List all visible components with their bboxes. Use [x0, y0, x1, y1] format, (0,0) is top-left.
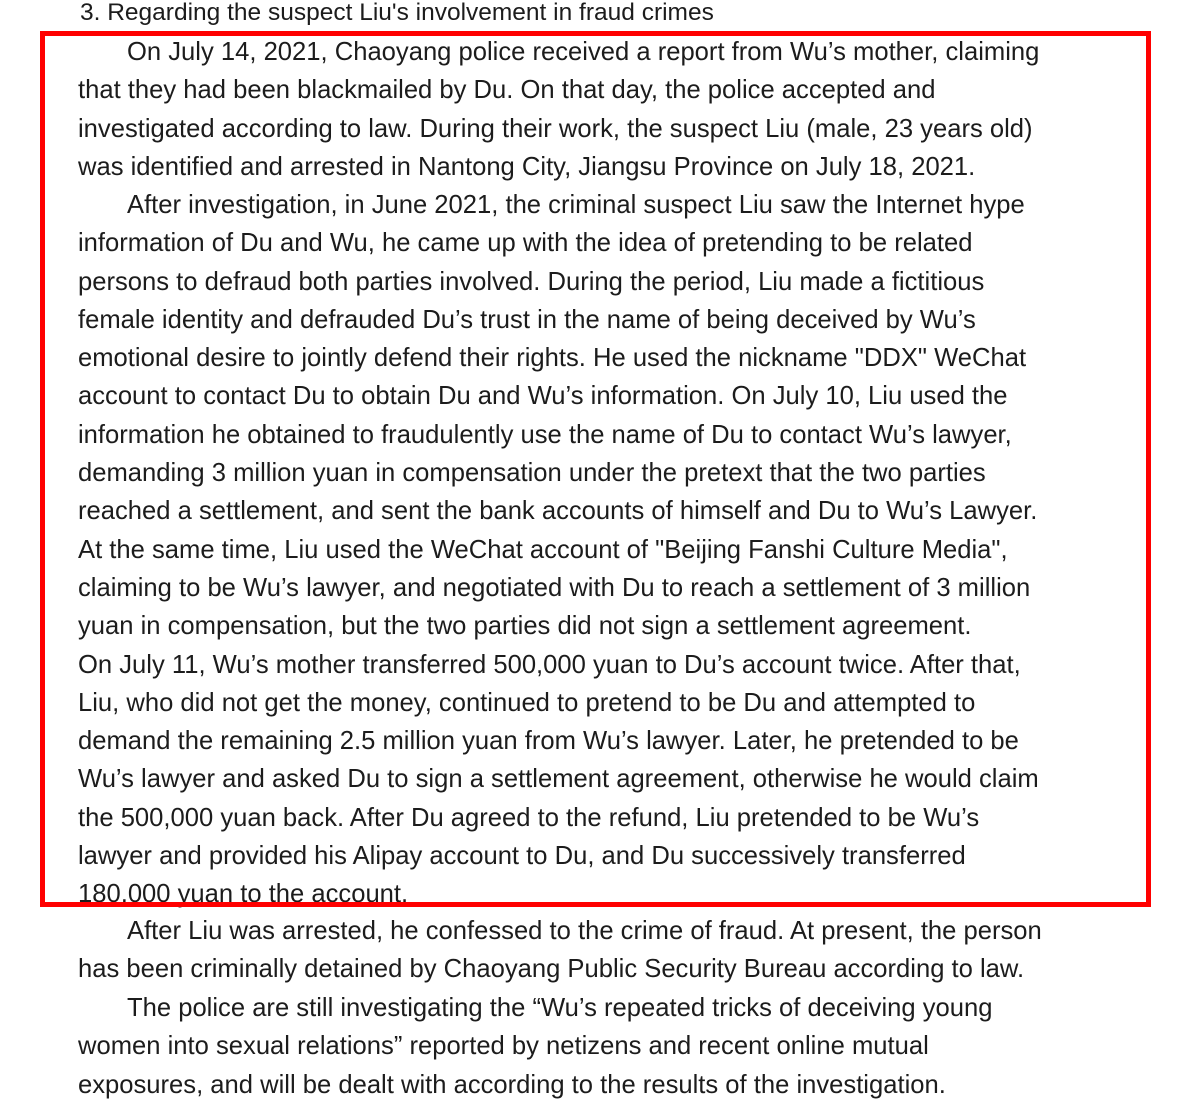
- paragraph-ongoing: [78, 989, 992, 1104]
- text-line: has been criminally detained by Chaoyang Public Security Bureau according to law.: [78, 955, 1025, 984]
- text-line: demand the remaining 2.5 million yuan from Wu’s lawyer. Later, he pretended to be: [78, 727, 1019, 756]
- text-line: On July 11, Wu’s mother transferred 500,000 yuan to Du’s account twice. After that,: [78, 650, 1021, 679]
- text-line: women into sexual relations” reported by netizens and recent online mutual: [78, 1032, 929, 1061]
- text-line: information of Du and Wu, he came up with the idea of pretending to be related: [78, 229, 973, 258]
- paragraph-arrest: [78, 912, 1042, 989]
- text-line: Wu’s lawyer and asked Du to sign a settlement agreement, otherwise he would claim: [78, 765, 1039, 794]
- text-line: Liu, who did not get the money, continued to pretend to be Du and attempted to: [78, 688, 976, 717]
- text-line: lawyer and provided his Alipay account to Du, and Du successively transferred: [78, 842, 966, 871]
- paragraph-investigation: [78, 186, 1039, 914]
- text-line: investigated according to law. During their work, the suspect Liu (male, 23 years old): [78, 114, 1033, 143]
- text-line: persons to defraud both parties involved. During the period, Liu made a fictitious: [78, 267, 985, 296]
- text-line: female identity and defrauded Du’s trust in the name of being deceived by Wu’s: [78, 305, 976, 334]
- text-line: After investigation, in June 2021, the criminal suspect Liu saw the Internet hype: [127, 191, 1025, 219]
- text-line: account to contact Du to obtain Du and Wu’s information. On July 10, Liu used the: [78, 382, 1008, 411]
- text-line: information he obtained to fraudulently use the name of Du to contact Wu’s lawyer,: [78, 420, 1012, 449]
- text-line: demanding 3 million yuan in compensation under the pretext that the two parties: [78, 459, 986, 488]
- text-line: reached a settlement, and sent the bank accounts of himself and Du to Wu’s Lawyer.: [78, 497, 1038, 526]
- text-line: After Liu was arrested, he confessed to the crime of fraud. At present, the person: [127, 917, 1042, 945]
- text-line: claiming to be Wu’s lawyer, and negotiated with Du to reach a settlement of 3 million: [78, 573, 1031, 602]
- text-line: At the same time, Liu used the WeChat account of "Beijing Fanshi Culture Media",: [78, 535, 1008, 564]
- text-line: 180,000 yuan to the account.: [78, 880, 409, 909]
- paragraph-report: [78, 33, 1039, 186]
- text-line: emotional desire to jointly defend their rights. He used the nickname "DDX" WeChat: [78, 344, 1027, 373]
- text-line: the 500,000 yuan back. After Du agreed to the refund, Liu pretended to be Wu’s: [78, 803, 980, 832]
- text-line: yuan in compensation, but the two parties did not sign a settlement agreement.: [78, 612, 972, 641]
- text-line: that they had been blackmailed by Du. On that day, the police accepted and: [78, 76, 936, 105]
- section-heading: 3. Regarding the suspect Liu's involvement in fraud crimes: [80, 0, 714, 26]
- text-line: The police are still investigating the “Wu’s repeated tricks of deceiving young: [127, 994, 993, 1022]
- text-line: was identified and arrested in Nantong City, Jiangsu Province on July 18, 2021.: [78, 152, 976, 181]
- text-line: exposures, and will be dealt with according to the results of the investigation.: [78, 1070, 946, 1099]
- text-line: On July 14, 2021, Chaoyang police received a report from Wu’s mother, claiming: [127, 38, 1040, 66]
